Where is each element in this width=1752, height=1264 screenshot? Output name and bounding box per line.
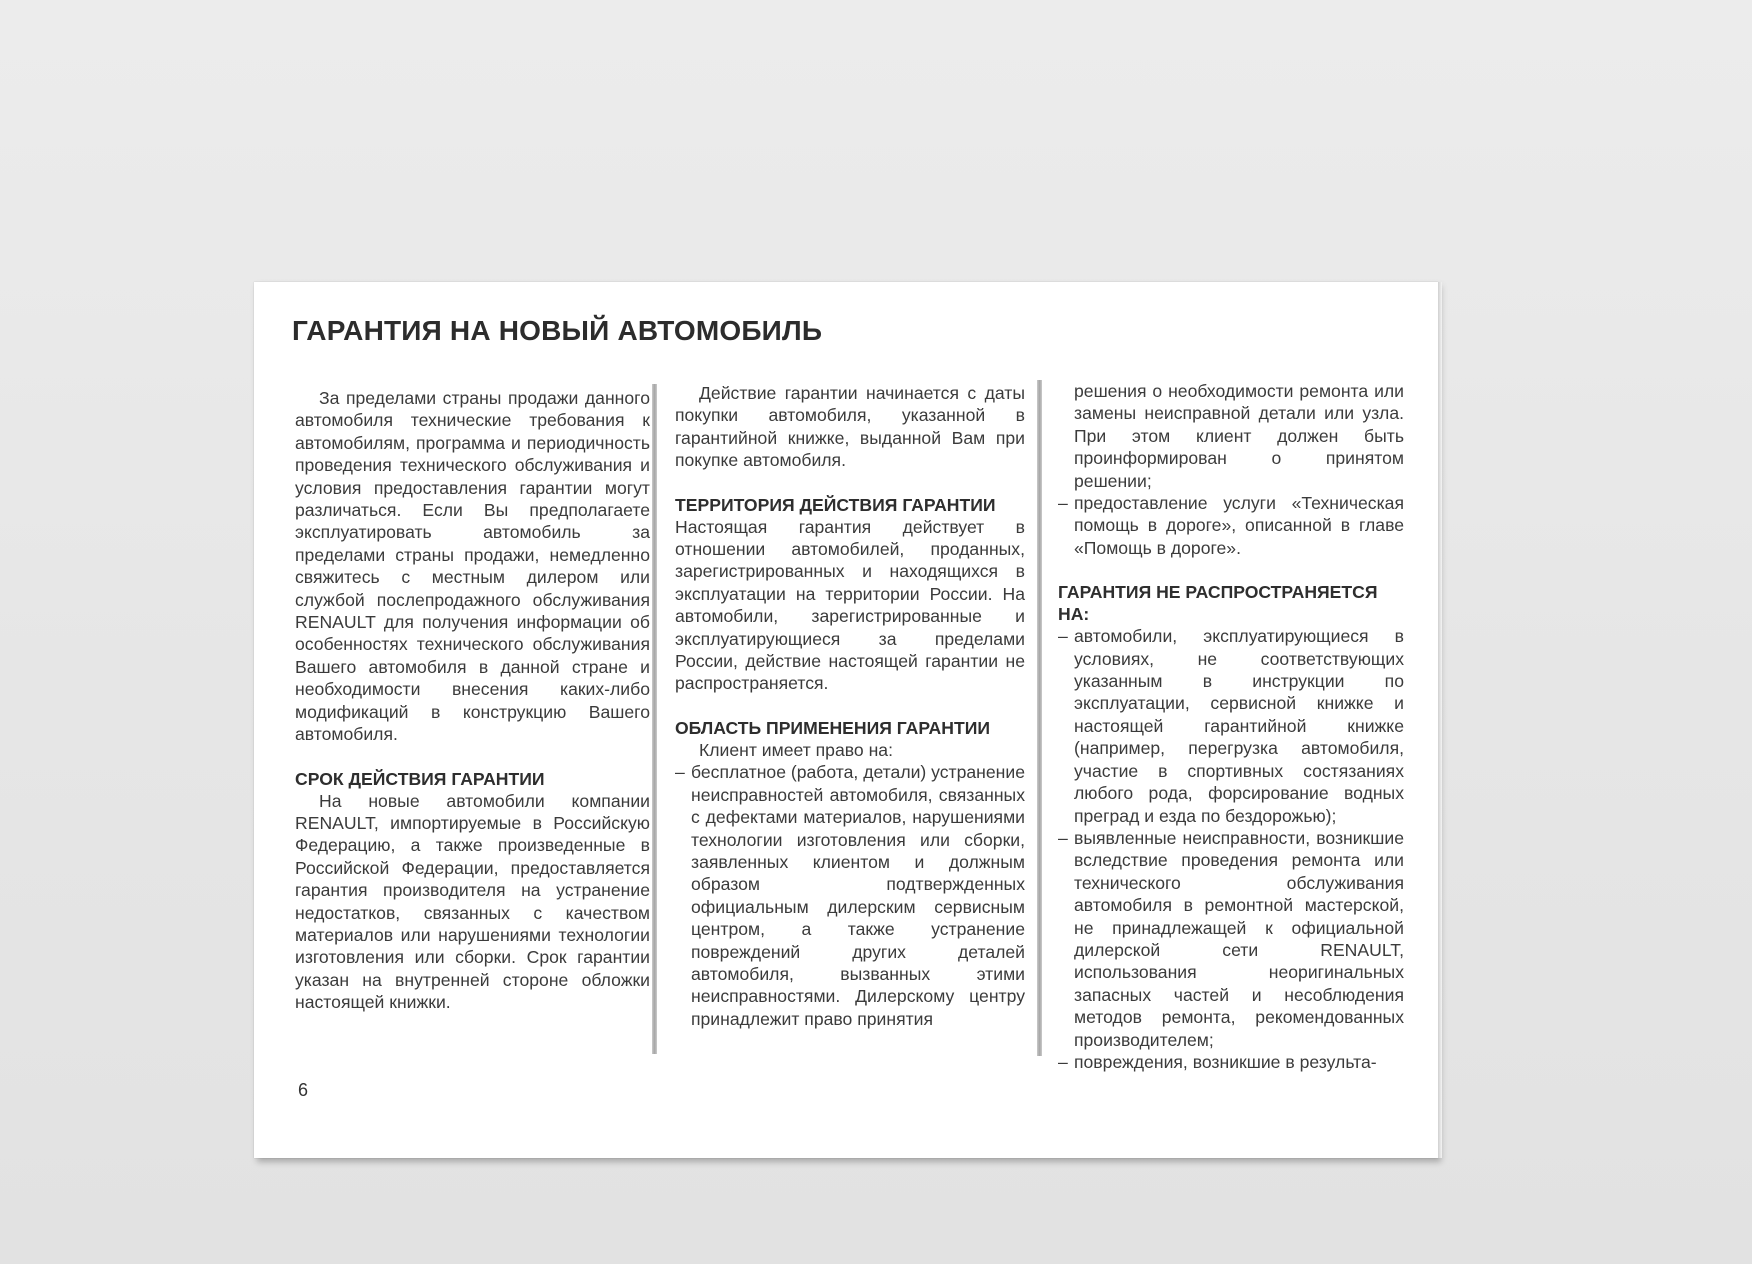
- list-item: – выявленные неисправности, возникшие вследствие проведения ремонта или технического обслуживания автомобиля в ремонтной мастерской, не принадлежащей к официальной дилерской сети RENAULT, использования неоригинальных запасных частей и несоблюдения методов ремонта, рекомендованных производителем;: [1058, 827, 1404, 1051]
- territory-heading: ТЕРРИТОРИЯ ДЕЙСТВИЯ ГАРАНТИИ: [675, 494, 996, 515]
- list-item: – предоставление услуги «Техническая помощь в дороге», описанной в главе «Помощь в дороге».: [1058, 492, 1404, 559]
- term-heading: СРОК ДЕЙСТВИЯ ГАРАНТИИ: [295, 768, 545, 789]
- page-title: ГАРАНТИЯ НА НОВЫЙ АВТОМОБИЛЬ: [292, 315, 823, 346]
- list-item: – бесплатное (работа, детали) устранение неисправностей автомобиля, связанных с дефектами материалов, нарушениями технологии изготовления или сборки, заявленных клиентом и должным образом подтвержденных официальным дилерским сервисным центром, а также устранение повреждений других деталей автомобиля, вызванных этими неисправностями. Дилерскому центру принадлежит право принятия: [675, 761, 1025, 1030]
- page-number: 6: [298, 1080, 309, 1100]
- column-2: [675, 382, 1025, 1030]
- column-1: [295, 387, 650, 1014]
- scope-heading: ОБЛАСТЬ ПРИМЕНЕНИЯ ГАРАНТИИ: [675, 717, 991, 738]
- manual-page: [254, 282, 1438, 1158]
- column-divider-right: [1037, 380, 1042, 1056]
- scope-intro: Клиент имеет право на:: [699, 739, 893, 760]
- exclusions-list: [1058, 625, 1404, 1073]
- scope-list-continued: [1058, 492, 1404, 559]
- exclusions-heading: ГАРАНТИЯ НЕ РАСПРОСТРАНЯЕТСЯ НА:: [1058, 582, 1378, 625]
- scope-list: [675, 761, 1025, 1030]
- list-item: – автомобили, эксплуатирующиеся в условиях, не соответствующих указанным в инструкции по эксплуатации, сервисной книжке и настоящей гарантийной книжке (например, перегрузка автомобиля, участие в спортивных состязаниях любого рода, форсирование водных преград и езда по бездорожью);: [1058, 625, 1404, 827]
- continuation-paragraph: решения о необходимости ремонта или замены неисправной детали или узла. При этом клиент должен быть проинформирован о принятом решении;: [1074, 381, 1404, 491]
- intro-paragraph: За пределами страны продажи данного автомобиля технические требования к автомобилям, программа и периодичность проведения технического обслуживания и условия предоставления гарантии могут различаться. Если Вы предполагаете эксплуатировать автомобиль за пределами страны продажи, немедленно свяжитесь с местным дилером или службой послепродажного обслуживания RENAULT для получения информации об особенностях технического обслуживания Вашего автомобиля в данной стране и необходимости внесения каких-либо модификаций в конструкцию Вашего автомобиля.: [295, 388, 650, 745]
- list-item: – повреждения, возникшие в результа-: [1058, 1051, 1404, 1073]
- territory-paragraph: Настоящая гарантия действует в отношении автомобилей, проданных, зарегистрированных и находящихся в эксплуатации на территории России. На автомобили, зарегистрированные и эксплуатирующиеся за пределами России, действие настоящей гарантии не распространяется.: [675, 516, 1025, 694]
- column-3: [1058, 380, 1404, 1073]
- start-paragraph: Действие гарантии начинается с даты покупки автомобиля, указанной в гарантийной книжке, выданной Вам при покупке автомобиля.: [675, 383, 1025, 471]
- page-edge: [1438, 282, 1442, 1158]
- column-divider-left: [652, 384, 657, 1054]
- term-paragraph: На новые автомобили компании RENAULT, импортируемые в Российскую Федерацию, а также произведенные в Российской Федерации, предоставляется гарантия производителя на устранение недостатков, связанных с качеством материалов или нарушениями технологии изготовления или сборки. Срок гарантии указан на внутренней стороне обложки настоящей книжки.: [295, 790, 650, 1013]
